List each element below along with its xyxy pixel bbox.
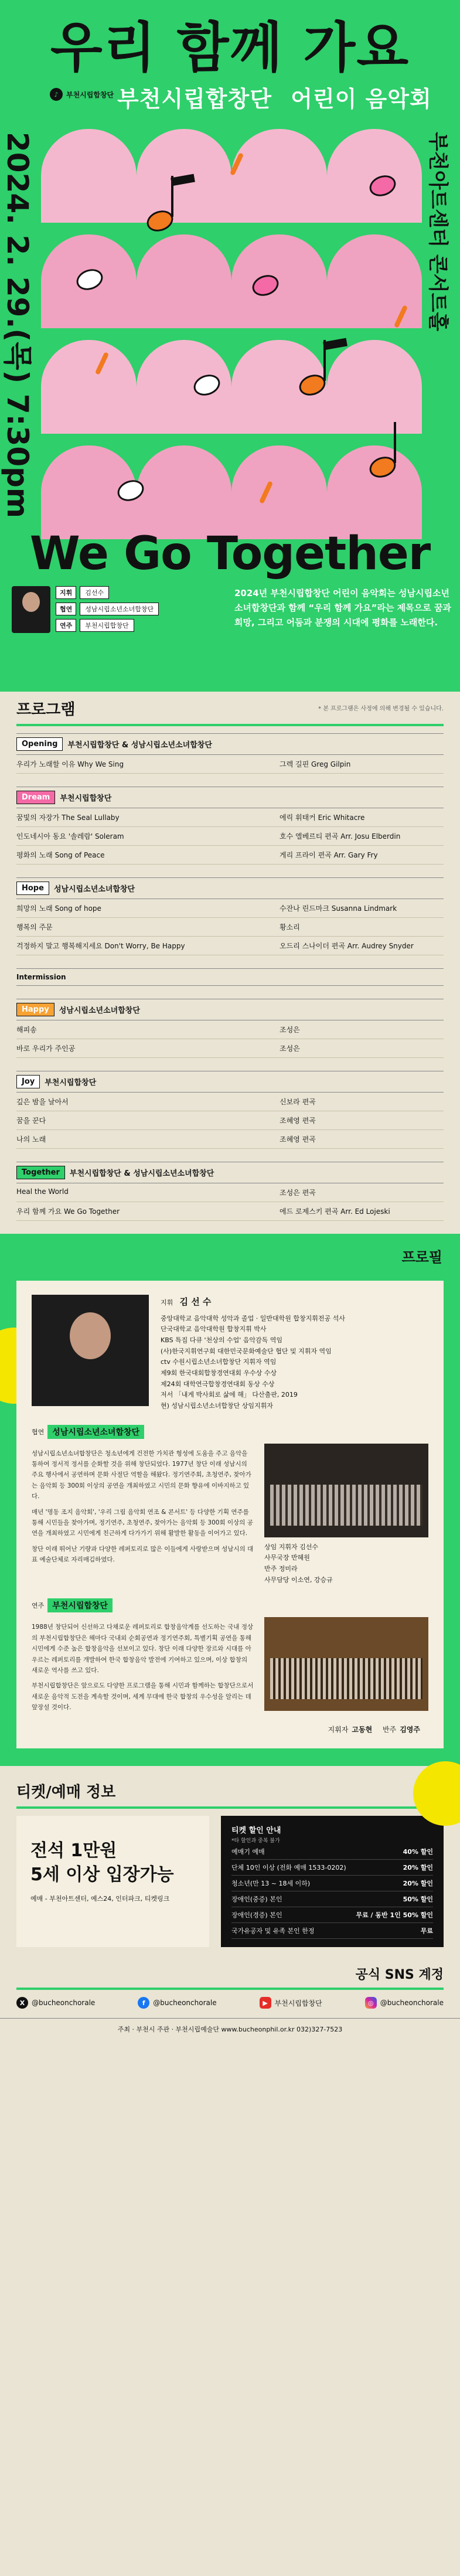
piece-title: 인도네시아 동요 '솔레람' Soleram [16, 832, 124, 840]
program-list [16, 733, 444, 1221]
discount-target: 예매기 예매 [231, 1848, 265, 1856]
profile-section [0, 1234, 460, 1766]
x-icon: X [16, 1997, 28, 2009]
footer [0, 2018, 460, 2043]
choir1-text: 성남시립소년소녀합창단은 청소년에게 건전한 가치관 형성에 도움을 주고 음악을 통하여 정서적 정서를 순화할 것을 위해 창단되었다. 1977년 창단 이래 성남시의 주요 행사에서 공연하며 문화 사절단 역할을 해왔다. 정기연주회, 초청연주, 찾아가는 음악회 등 300회 이상의 공연을 개최하였고 시민의 문화 향유에 이바지하고 있다. [32, 1449, 251, 1500]
bio-line: ctv 수원시립소년소녀합창단 지휘자 역임 [161, 1358, 277, 1366]
bio-line: 저서 「내게 박사회로 삶에 해」 다산출판, 2019 [161, 1391, 298, 1399]
staff-line: 반주 정미라 [264, 1565, 298, 1573]
english-title: We Go Together [29, 528, 431, 580]
discount-rate: 20% 할인 [403, 1880, 433, 1888]
youtube-icon: ▶ [260, 1997, 271, 2009]
piece-title: 행복의 주문 [16, 923, 53, 931]
program-block-header [16, 787, 444, 808]
piece-composer: 조혜영 편곡 [280, 1117, 316, 1125]
program-row [16, 1202, 444, 1221]
piece-title: 꿈빛의 자장가 The Seal Lullaby [16, 814, 120, 822]
ticket-title: 티켓/예매 정보 [16, 1784, 116, 1802]
ticket-age: 5세 이상 입장가능 [30, 1864, 174, 1885]
page-title: 우리 함께 가요 [50, 16, 410, 79]
piece-composer: 오드리 스나이더 편곡 Arr. Audrey Snyder [280, 942, 414, 950]
program-block-tag: Happy [16, 1003, 54, 1016]
bio-line: 제9회 한국대회합창경연대회 우수상 수상 [161, 1369, 277, 1377]
program-row [16, 808, 444, 827]
ticket-section [0, 1766, 460, 1959]
piece-title: 우리가 노래할 이유 Why We Sing [16, 760, 124, 768]
piece-title: 우리 함께 가요 We Go Together [16, 1207, 120, 1216]
org-logo-text: 부천시립합창단 [66, 90, 114, 99]
discount-row [231, 1891, 433, 1907]
profile-card [16, 1281, 444, 1748]
performer-credits: 지휘 김선수 협연 성남시립소년소녀합창단 연주 부천시립합창단 [56, 586, 159, 635]
program-block-label: 부천시립합창단 [60, 794, 112, 803]
staff-line: 상임 지휘자 김선수 [264, 1543, 319, 1551]
program-block-label: 부천시립합창단 [45, 1078, 97, 1087]
program-row [16, 755, 444, 774]
program-row [16, 827, 444, 846]
program-block-tag: Opening [16, 737, 63, 751]
conductor-name: 지휘 김 선 수 [161, 1296, 212, 1307]
discount-target: 장애인(중증) 본인 [231, 1896, 282, 1904]
piece-title: 평화의 노래 Song of Peace [16, 851, 105, 859]
piece-composer: 에드 로제스키 편곡 Arr. Ed Lojeski [280, 1207, 390, 1216]
piece-composer: 조성은 [280, 1026, 300, 1034]
program-row [16, 1130, 444, 1149]
program-block-tag: Dream [16, 791, 55, 804]
sns-title: 공식 SNS 계정 [355, 1968, 444, 1983]
discount-rate: 50% 할인 [403, 1896, 433, 1904]
choir1-text-3: 창단 이래 뛰어난 기량과 다양한 레퍼토리로 많은 이들에게 사랑받으며 성남시의 대표 예술단체로 자리매김하였다. [32, 1545, 254, 1564]
program-row [16, 1020, 444, 1039]
concert-date: 2024. 2. 29.(목) 7:30pm [1, 132, 35, 518]
bio-line: 현) 성남시립소년소녀합창단 상임지휘자 [161, 1402, 273, 1410]
discount-row [231, 1876, 433, 1891]
staff-line: 사무국장 반혜원 [264, 1554, 310, 1562]
choir1-photo [264, 1444, 428, 1537]
discount-target: 단체 10인 이상 (전화 예매 1533-0202) [231, 1864, 346, 1872]
discount-list [231, 1844, 433, 1939]
ticket-price: 전석 1만원 [30, 1840, 117, 1862]
program-block [16, 1162, 444, 1221]
discount-row [231, 1923, 433, 1939]
program-section [0, 692, 460, 1221]
discount-target: 청소년(만 13 ~ 18세 이하) [231, 1880, 311, 1888]
piece-title: 해피송 [16, 1026, 37, 1034]
discount-rate: 40% 할인 [403, 1848, 433, 1856]
discount-box [221, 1816, 444, 1947]
program-block-header [16, 1071, 444, 1093]
concert-venue: 부천아트센터 콘서트홀 [426, 132, 449, 332]
conductor-photo [12, 586, 50, 633]
piece-composer: 그렉 길핀 Greg Gilpin [280, 760, 351, 768]
piece-composer: 조혜영 편곡 [280, 1135, 316, 1144]
instagram-icon: ◎ [365, 1997, 377, 2009]
program-row [16, 918, 444, 937]
choir-logo-icon: ♪ [50, 88, 63, 101]
hero [0, 0, 460, 692]
piece-composer: 수잔나 린드마크 Susanna Lindmark [280, 904, 397, 913]
intermission: Intermission [16, 968, 444, 986]
piece-title: 나의 노래 [16, 1135, 46, 1144]
choir2-credits: 지휘자 고동현 반주 김영주 [328, 1726, 420, 1734]
bio-line: 제24회 대학연극합창경연대회 동상 수상 [161, 1380, 275, 1388]
discount-target: 국가유공자 및 유족 본인 한정 [231, 1927, 315, 1935]
piece-title: 꿈을 꾼다 [16, 1117, 46, 1125]
program-row [16, 1039, 444, 1058]
sns-instagram[interactable]: ◎ @bucheonchorale [365, 1997, 444, 2009]
hero-subtitle [117, 81, 432, 113]
subtitle-org: 부천시립합창단 [117, 86, 272, 112]
program-block-tag: Joy [16, 1075, 40, 1088]
choir2-photo [264, 1617, 428, 1711]
discount-rate: 20% 할인 [403, 1864, 433, 1872]
program-block-label: 성남시립소년소녀합창단 [59, 1006, 140, 1015]
piece-composer: 에릭 휘태커 Eric Whitacre [280, 814, 365, 822]
choir2-heading: 연주 부천시립합창단 [32, 1598, 428, 1612]
program-row [16, 1093, 444, 1111]
program-block-header [16, 1162, 444, 1183]
subtitle-concert: 어린이 음악회 [291, 86, 432, 112]
program-block-header [16, 877, 444, 899]
discount-title: 티켓 할인 안내 [231, 1826, 281, 1836]
discount-rate: 무료 / 동반 1인 50% 할인 [356, 1911, 433, 1920]
footer-text: 주최 · 부천시 주관 · 부천시립예술단 www.bucheonphil.or.kr 032)327-7523 [117, 2026, 343, 2034]
staff-line: 사무담당 이소연, 강승규 [264, 1575, 333, 1584]
program-block-label: 성남시립소년소녀합창단 [53, 885, 135, 894]
bio-line: 단국대학교 음악대학원 합창지휘 박사 [161, 1325, 267, 1333]
conductor-portrait [32, 1295, 149, 1406]
org-logo [50, 88, 114, 101]
sns-x[interactable]: X @bucheonchorale [16, 1997, 95, 2009]
arch-pattern [41, 129, 422, 539]
program-block [16, 999, 444, 1058]
piece-title: Heal the World [16, 1187, 69, 1196]
program-block-label: 부천시립합창단 & 성남시립소년소녀합창단 [67, 741, 212, 750]
choir1-heading: 협연 성남시립소년소녀합창단 [32, 1425, 428, 1439]
choir1-text-2: 매년 '명동 조지 음악회', '우리 그림 음악회 연조 & 콘서트' 등 다양한 기획 연주를 통해 시민들을 찾아가며, 정기연주, 초청연주, 찾아가는 음악회 등 300회 이상의 공연을 개최하였고 시민에게 친근하게 다가가기 위해 활발한 활동을 이어가고 있다. [32, 1508, 253, 1537]
program-row [16, 1183, 444, 1202]
discount-row [231, 1844, 433, 1860]
discount-row [231, 1860, 433, 1876]
choir2-text: 1988년 창단되어 신선하고 다채로운 레퍼토리로 합창음악계를 선도하는 국내 정상의 부천시립합창단은 해마다 국내외 순회공연과 정기연주회, 특별기획 공연을 통해 시민에게 수준 높은 합창음악을 선보이고 있다. 창단 이래 다양한 장르와 시대를 아우르는 레퍼토리를 개발하여 한국 합창음악 발전에 기여하고 있으며, 이상 합창의 새로운 역사를 쓰고 있다. [32, 1624, 253, 1674]
piece-title: 희망의 노래 Song of hope [16, 904, 101, 913]
ticket-price-box [16, 1816, 209, 1947]
discount-rate: 무료 [420, 1927, 433, 1935]
program-title: 프로그램 [16, 701, 76, 719]
program-block-header [16, 733, 444, 755]
piece-title: 바로 우리가 주인공 [16, 1044, 76, 1053]
discount-row [231, 1907, 433, 1923]
program-block-header [16, 999, 444, 1020]
program-block [16, 1071, 444, 1149]
bio-line: 중앙대학교 음악대학 성악과 졸업 · 일반대학원 합창지휘전공 석사 [161, 1314, 345, 1322]
program-row [16, 937, 444, 955]
piece-composer: 조성은 편곡 [280, 1189, 316, 1197]
program-block-tag: Together [16, 1166, 65, 1179]
sns-youtube[interactable]: ▶ 부천시립합창단 [260, 1997, 322, 2009]
concert-intro: 2024년 부천시립합창단 어린이 음악회는 성남시립소년소녀합창단과 함께 “우리 함께 가요”라는 제목으로 꿈과 희망, 그리고 어둠과 분쟁의 시대에 평화를 노래한다. [234, 588, 451, 628]
sns-section [0, 1959, 460, 2018]
facebook-icon: f [138, 1997, 149, 2009]
piece-composer: 신보라 편곡 [280, 1098, 316, 1106]
choir2-text-2: 부천시립합창단은 앞으로도 다양한 프로그램을 통해 시민과 함께하는 합창단으로서 새로운 음악적 도전을 계속할 것이며, 세계 무대에 한국 합창의 우수성을 알리는 데 앞장설 것이다. [32, 1682, 254, 1711]
piece-composer: 호수 엘베르티 편곡 Arr. Josu Elberdin [280, 832, 401, 840]
program-block-label: 부천시립합창단 & 성남시립소년소녀합창단 [69, 1169, 214, 1178]
discount-target: 장애인(경증) 본인 [231, 1911, 282, 1920]
sns-facebook[interactable]: f @bucheonchorale [138, 1997, 216, 2009]
bio-line: KBS 특집 다큐 '천상의 수업' 음악감독 역임 [161, 1336, 282, 1344]
piece-composer: 조성은 [280, 1044, 300, 1053]
conductor-bio [161, 1313, 345, 1412]
piece-composer: 황소리 [280, 923, 300, 931]
ticket-vendors: 예매 - 부천아트센터, 예스24, 인터파크, 티켓링크 [30, 1895, 170, 1903]
program-block-tag: Hope [16, 882, 49, 895]
program-block [16, 877, 444, 955]
program-row [16, 846, 444, 865]
bio-line: (사)한국지휘연구회 대한민국문화예술단 협단 및 지휘자 역임 [161, 1347, 332, 1355]
program-note: * 본 프로그램은 사정에 의해 변경될 수 있습니다. [318, 706, 444, 712]
discount-note: *타 할인과 중복 불가 [231, 1838, 280, 1845]
piece-title: 깊은 밤을 날아서 [16, 1098, 69, 1106]
program-block [16, 787, 444, 865]
piece-title: 걱정하지 말고 행복해지세요 Don't Worry, Be Happy [16, 942, 185, 950]
program-row [16, 1111, 444, 1130]
profile-title: 프로필 [401, 1249, 442, 1265]
program-block [16, 733, 444, 774]
choir1-staff [264, 1542, 428, 1586]
program-row [16, 899, 444, 918]
piece-composer: 게리 프라이 편곡 Arr. Gary Fry [280, 851, 378, 859]
